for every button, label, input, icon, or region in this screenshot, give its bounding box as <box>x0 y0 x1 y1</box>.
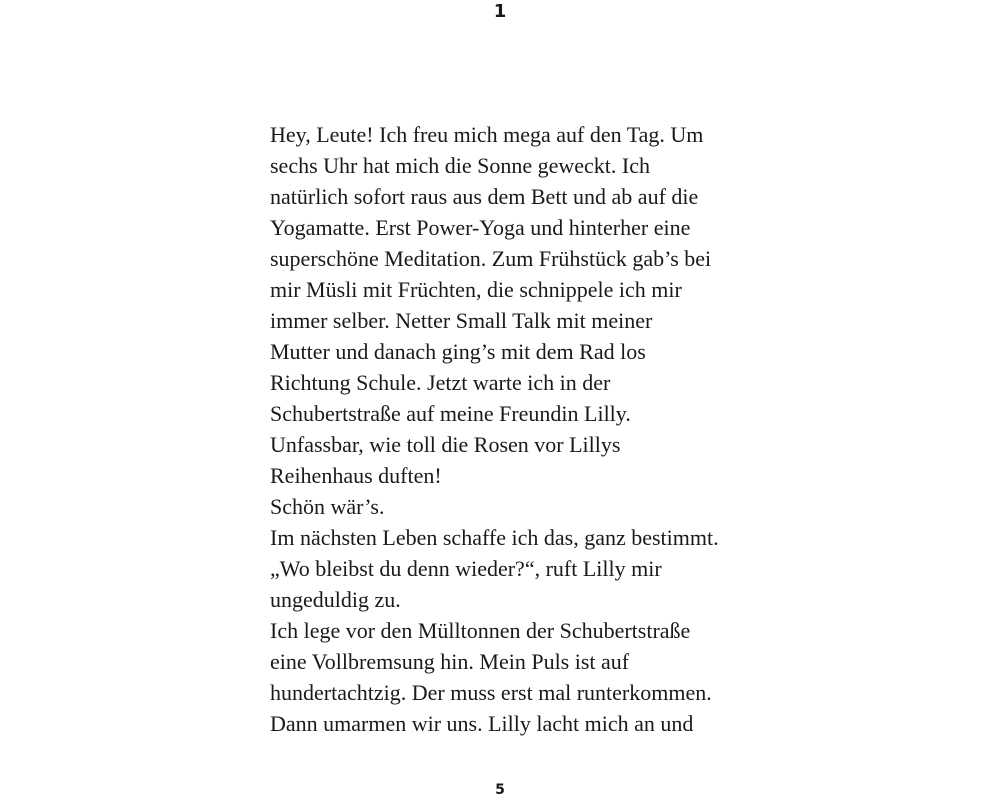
text-line: hundertachtzig. Der muss erst mal runterkommen. <box>270 680 712 705</box>
body-text <box>270 119 750 739</box>
text-line: Dann umarmen wir uns. Lilly lacht mich an und <box>270 711 694 736</box>
text-line: Reihenhaus duften! <box>270 463 442 488</box>
text-line: Hey, Leute! Ich freu mich mega auf den Tag. Um <box>270 122 704 147</box>
text-line: natürlich sofort raus aus dem Bett und ab auf die <box>270 184 699 209</box>
text-line: Richtung Schule. Jetzt warte ich in der <box>270 370 611 395</box>
text-line: Unfassbar, wie toll die Rosen vor Lillys <box>270 432 621 457</box>
text-line: ungeduldig zu. <box>270 587 401 612</box>
text-line: Schön wär’s. <box>270 494 385 519</box>
page-number: 5 <box>495 782 505 798</box>
text-line: superschöne Meditation. Zum Frühstück gab’s bei <box>270 246 712 271</box>
text-line: „Wo bleibst du denn wieder?“, ruft Lilly mir <box>270 556 662 581</box>
text-line: Yogamatte. Erst Power-Yoga und hinterher eine <box>270 215 691 240</box>
text-line: immer selber. Netter Small Talk mit meiner <box>270 308 653 333</box>
text-line: Im nächsten Leben schaffe ich das, ganz bestimmt. <box>270 525 719 550</box>
text-line: Mutter und danach ging’s mit dem Rad los <box>270 339 646 364</box>
chapter-number: 1 <box>493 1 507 22</box>
text-line: Ich lege vor den Mülltonnen der Schubertstraße <box>270 618 691 643</box>
text-line: mir Müsli mit Früchten, die schnippele ich mir <box>270 277 682 302</box>
text-line: sechs Uhr hat mich die Sonne geweckt. Ich <box>270 153 650 178</box>
text-line: Schubertstraße auf meine Freundin Lilly. <box>270 401 631 426</box>
text-line: eine Vollbremsung hin. Mein Puls ist auf <box>270 649 630 674</box>
